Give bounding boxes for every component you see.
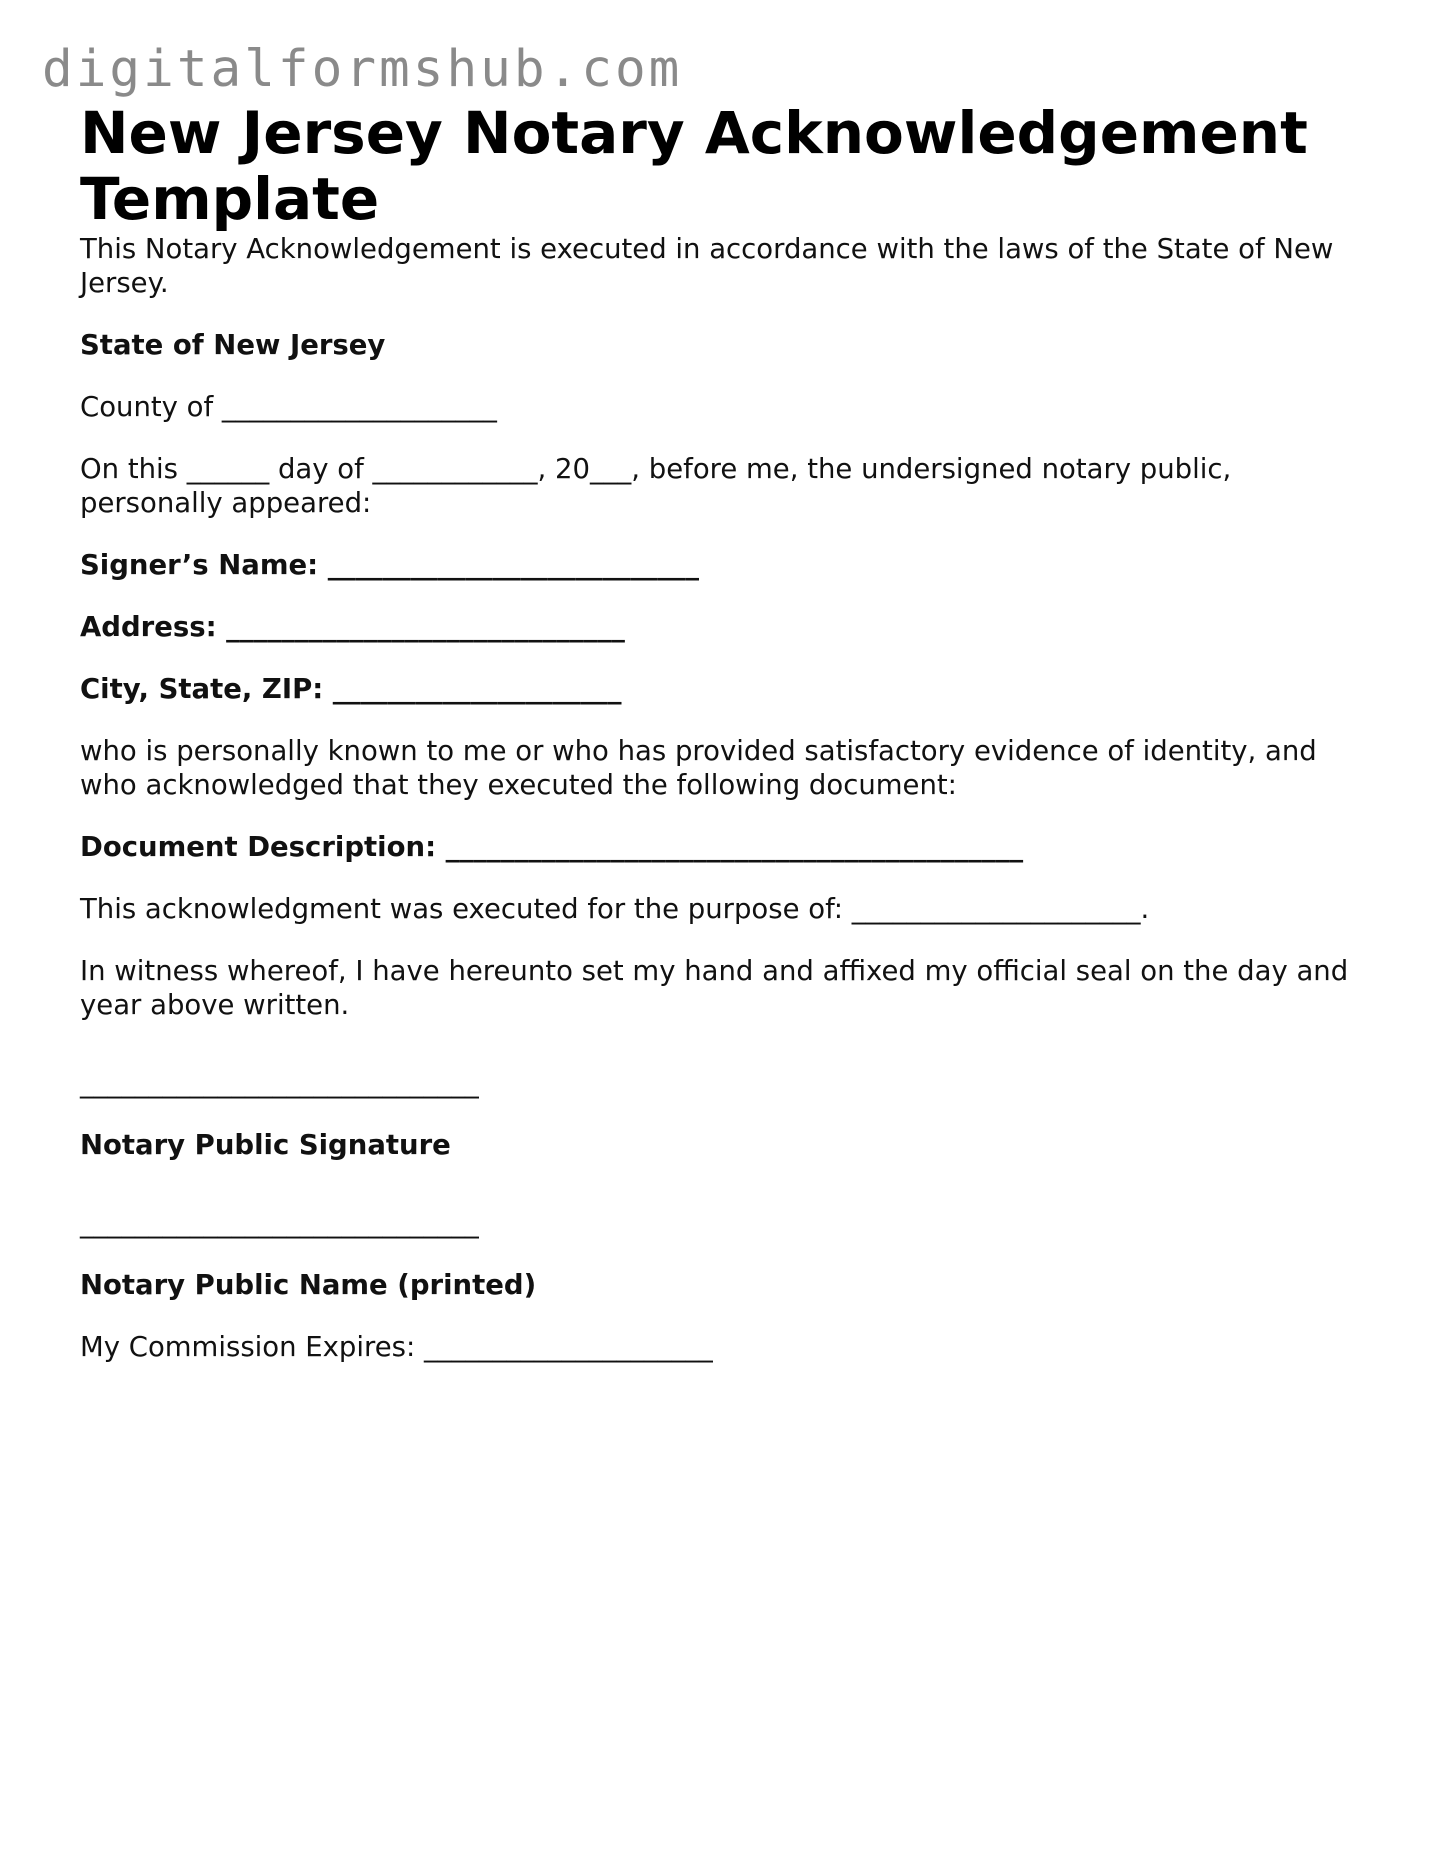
- intro-paragraph: This Notary Acknowledgement is executed in accordance with the laws of the State of New Jersey.: [80, 233, 1334, 299]
- date-line: On this ______ day of ____________, 20___, before me, the undersigned notary public, personally appeared:: [80, 453, 1232, 519]
- notary-name-line: _____________________________: [80, 1207, 479, 1239]
- state-heading: State of New Jersey: [80, 329, 386, 361]
- watermark-text: digitalformshub.com: [42, 40, 683, 99]
- notary-signature-line: _____________________________: [80, 1067, 479, 1099]
- commission-expires-line: My Commission Expires: _____________________: [80, 1331, 713, 1363]
- document-title: New Jersey Notary Acknowledgement Template: [80, 99, 1308, 233]
- notary-signature-label: Notary Public Signature: [80, 1129, 451, 1161]
- notary-name-label: Notary Public Name (printed): [80, 1269, 537, 1301]
- document-page: [80, 100, 1370, 1392]
- address-field: Address: _____________________________: [80, 611, 625, 643]
- identity-statement: who is personally known to me or who has provided satisfactory evidence of identity, and who acknowledged that they executed the following document:: [80, 735, 1317, 801]
- document-description-field: Document Description: __________________________________________: [80, 831, 1024, 863]
- witness-statement: In witness whereof, I have hereunto set my hand and affixed my official seal on the day and year above written.: [80, 955, 1349, 1021]
- county-line: County of ____________________: [80, 391, 497, 423]
- purpose-line: This acknowledgment was executed for the purpose of: _____________________.: [80, 893, 1150, 925]
- city-state-zip-field: City, State, ZIP: _____________________: [80, 673, 622, 705]
- signer-name-field: Signer’s Name: ___________________________: [80, 549, 699, 581]
